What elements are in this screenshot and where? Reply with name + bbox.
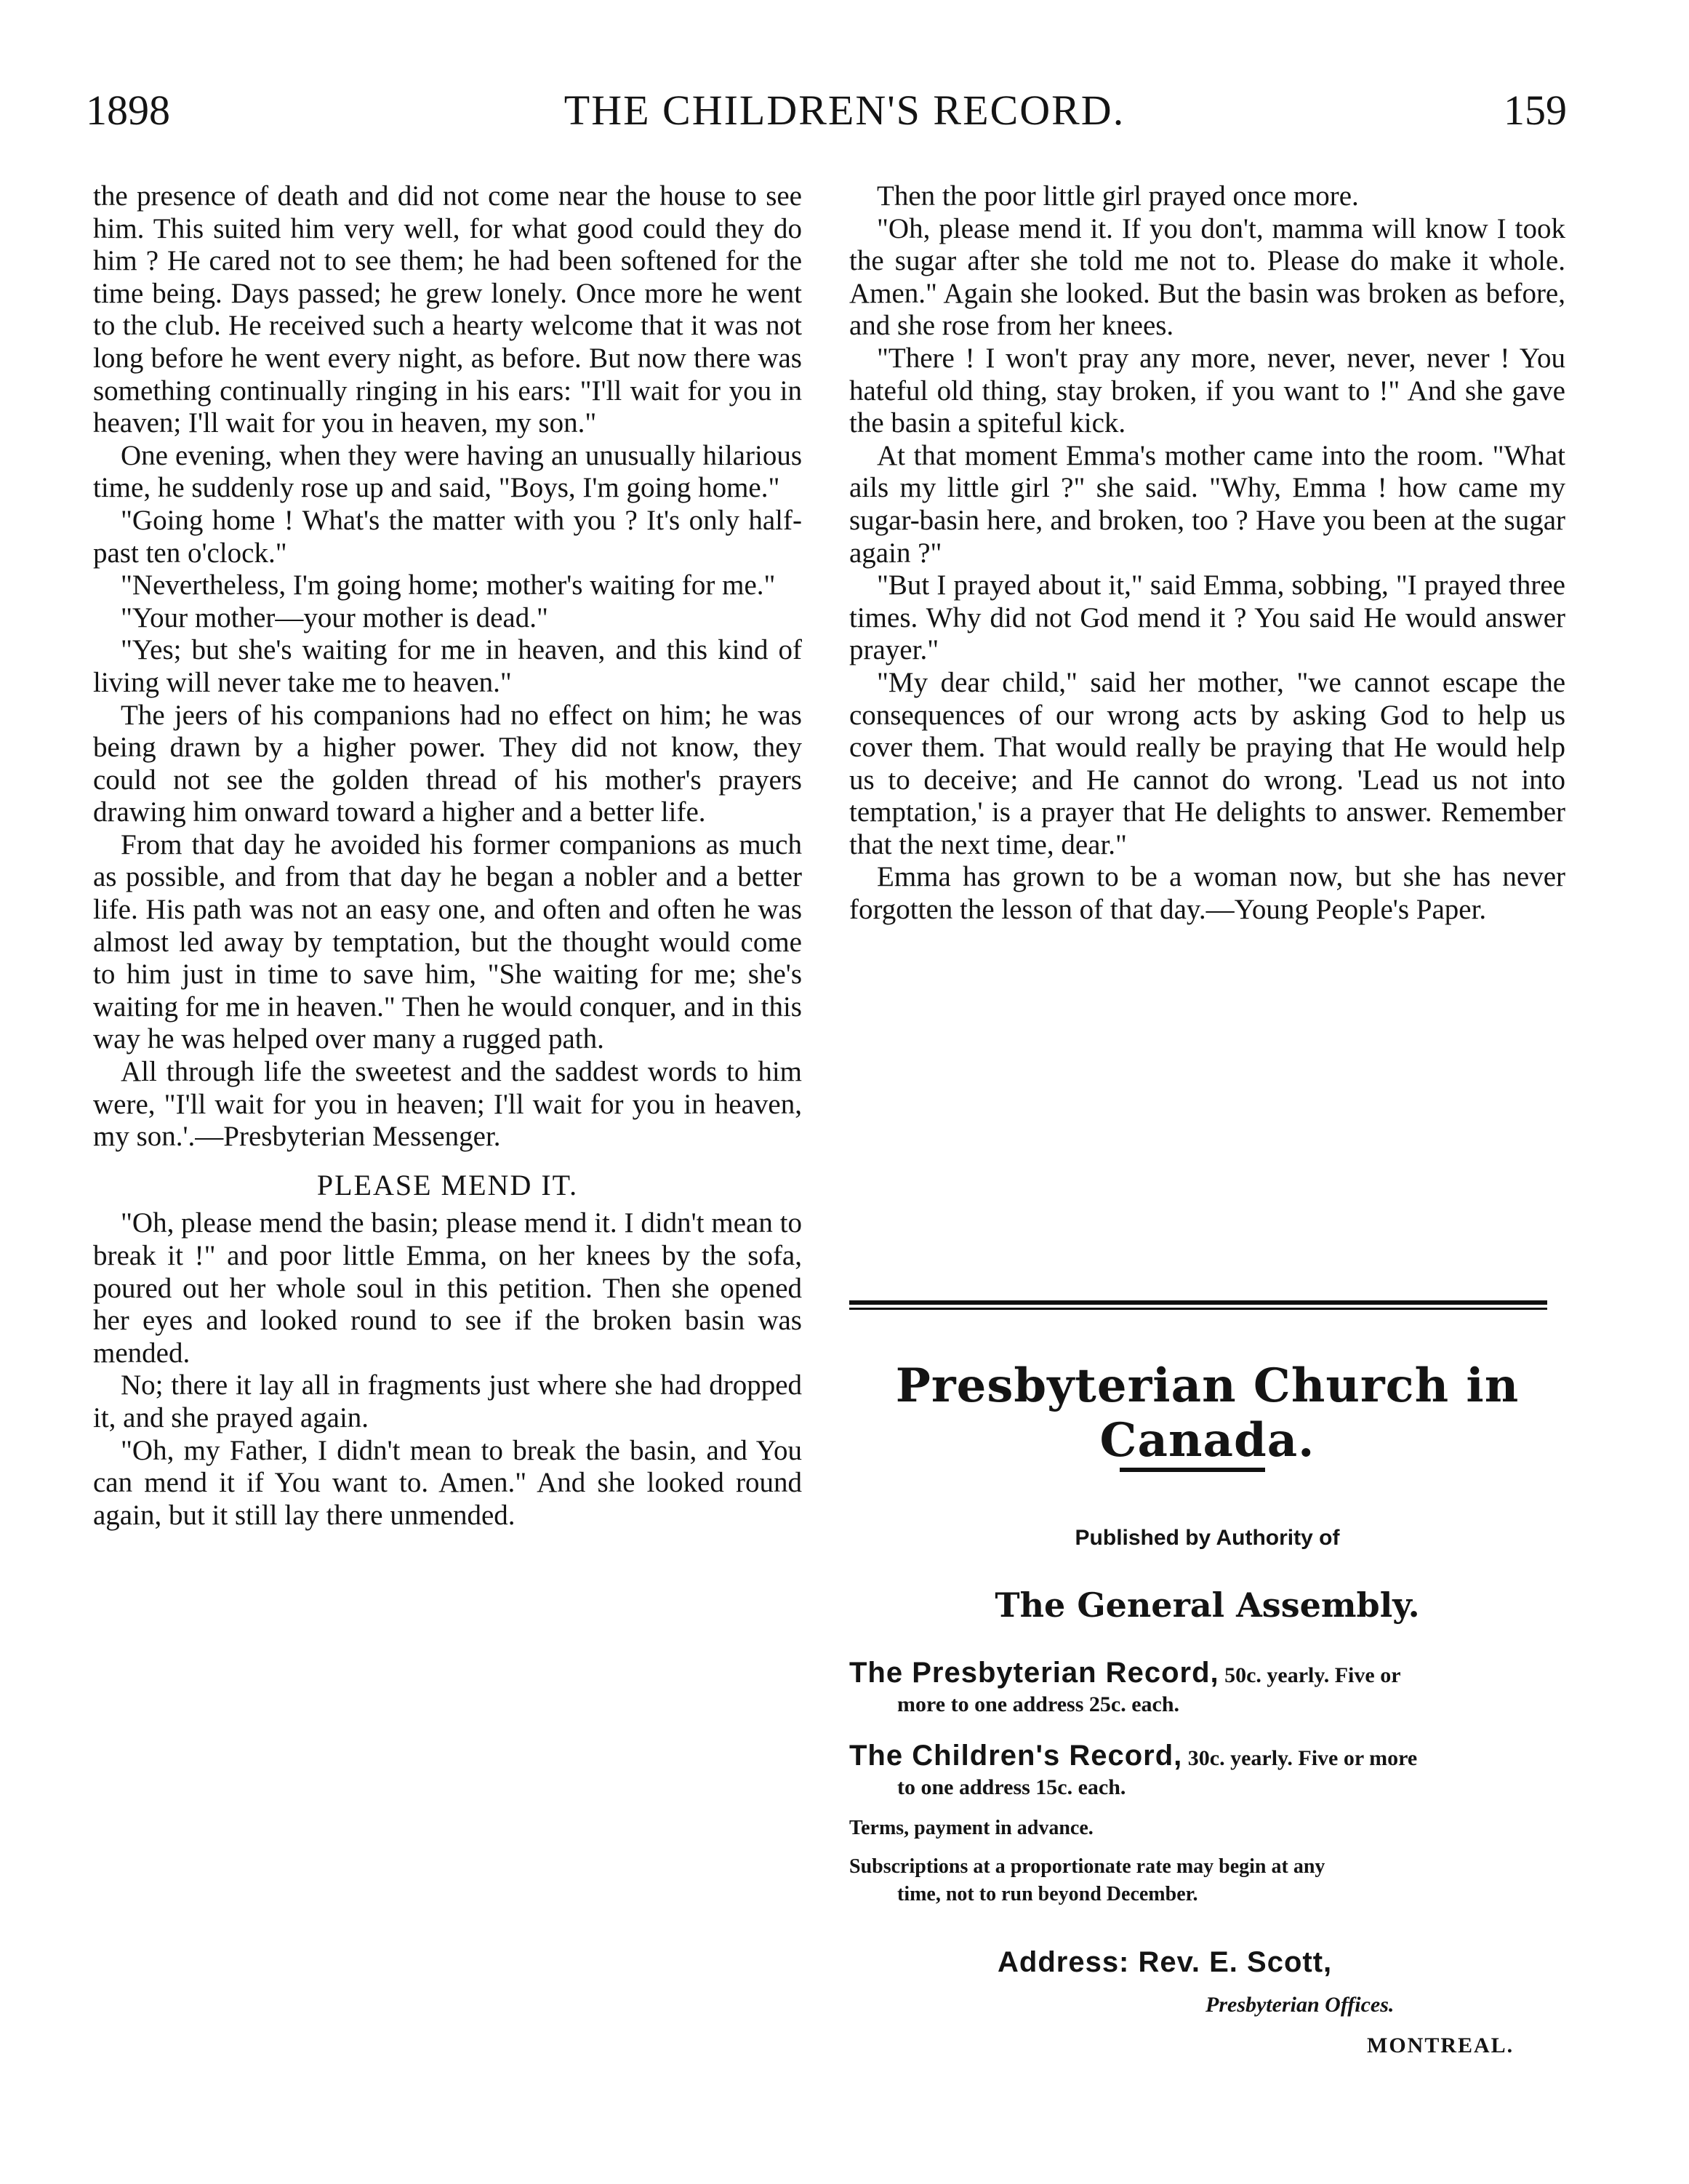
childrens-record-name: The Children's Record, [849, 1740, 1183, 1772]
paragraph: The jeers of his companions had no effect on him; he was being drawn by a higher power. They did not know, they could not see the golden thread of his mother's prayers drawing him onward toward a higher and a better life. [93, 699, 802, 828]
paragraph: the presence of death and did not come near the house to see him. This suited him very well, for what good could they do him ? He cared not to see them; he had been softened for the time being. Days passed; he grew lonely. Once more he went to the club. He received such a hearty welcome that it was not long before he went every night, as before. But now there was something continually ringing in his ears: "I'll wait for you in heaven; I'll wait for you in heaven, my son." [93, 180, 802, 439]
section-divider [849, 1300, 1547, 1311]
right-column [849, 180, 1565, 927]
paragraph: No; there it lay all in fragments just where she had dropped it, and she prayed again. [93, 1369, 802, 1433]
address-line: Address: Rev. E. Scott, [998, 1946, 1333, 1978]
paragraph: "Your mother—your mother is dead." [121, 601, 548, 633]
record-terms-cont: more to one address 25c. each. [897, 1692, 1180, 1716]
assembly-name: The General Assembly. [995, 1585, 1420, 1625]
paragraph: One evening, when they were having an unusually hilarious time, he suddenly rose up and said, "Boys, I'm going home." [93, 439, 802, 504]
short-divider [1120, 1468, 1265, 1472]
subscriptions-text: Subscriptions at a proportionate rate may begin at any [849, 1855, 1325, 1878]
header-title: THE CHILDREN'S RECORD. [563, 87, 1126, 134]
paragraph: "Oh, my Father, I didn't mean to break the basin, and You can mend it if You want to. Amen." And she looked round again, but it still lay there unmended. [93, 1434, 802, 1531]
running-head [0, 86, 1689, 144]
paragraph: Then the poor little girl prayed once more. [877, 180, 1359, 212]
paragraph: "But I prayed about it," said Emma, sobbing, "I prayed three times. Why did not God mend it ? You said He would answer prayer." [849, 569, 1565, 666]
published-by: Published by Authority of [1075, 1526, 1340, 1550]
notice-title: Presbyterian Church in Canada. [895, 1359, 1520, 1468]
left-column [93, 180, 802, 1532]
paragraph: Emma has grown to be a woman now, but she has never forgotten the lesson of that day.—Young People's Paper. [849, 861, 1565, 926]
paragraph: "There ! I won't pray any more, never, never, never ! You hateful old thing, stay broken, if you want to !" And she gave the basin a spiteful kick. [849, 342, 1565, 439]
paragraph: At that moment Emma's mother came into the room. "What ails my little girl ?" she said. "Why, Emma ! how came my sugar-basin here, and broken, too ? Have you been at the sugar again ?" [849, 439, 1565, 569]
paragraph: "My dear child," said her mother, "we cannot escape the consequences of our wrong acts by asking God to help us cover them. That would really be praying that He would help us to deceive; and He cannot do wrong. 'Lead us not into temptation,' is a prayer that He delights to answer. Remember that the next time, dear." [849, 666, 1565, 860]
paragraph: From that day he avoided his former companions as much as possible, and from that day he began a nobler and a better life. His path was not an easy one, and often and often he was almost led away by temptation, but the thought would come to him just in time to save him, "She waiting for me; she's waiting for me in heaven." Then he would conquer, and in this way he was helped over many a rugged path. [93, 828, 802, 1055]
paragraph: All through life the sweetest and the saddest words to him were, "I'll wait for you in heaven; I'll wait for you in heaven, my son.'.—Presbyterian Messenger. [93, 1056, 802, 1153]
childrens-record-terms-cont: to one address 15c. each. [897, 1775, 1126, 1799]
paragraph: "Oh, please mend it. If you don't, mamma will know I took the sugar after she told me not to. Please do make it whole. Amen." Again she looked. But the basin was broken as before, and she rose from her knees. [849, 212, 1565, 342]
record-terms: 50c. yearly. Five or [1224, 1663, 1401, 1687]
payment-terms: Terms, payment in advance. [849, 1817, 1094, 1839]
paragraph: "Nevertheless, I'm going home; mother's waiting for me." [121, 569, 776, 601]
divider-line-thin [849, 1308, 1547, 1310]
record-name: The Presbyterian Record, [849, 1657, 1219, 1689]
childrens-record-terms: 30c. yearly. Five or more [1187, 1746, 1418, 1770]
subscriptions-notice [849, 1853, 1565, 1908]
presbyterian-record-notice [849, 1658, 1565, 1719]
city-line: MONTREAL. [1367, 2033, 1515, 2057]
story-heading: PLEASE MEND IT. [316, 1168, 579, 1201]
paragraph: "Going home ! What's the matter with you ? It's only half-past ten o'clock." [93, 504, 802, 569]
divider-line-thick [849, 1300, 1547, 1305]
childrens-record-notice [849, 1741, 1565, 1802]
paragraph: "Oh, please mend the basin; please mend it. I didn't mean to break it !" and poor little Emma, on her knees by the sofa, poured out her whole soul in this petition. Then she opened her eyes and looked round to see if the broken basin was mended. [93, 1207, 802, 1369]
header-page-number: 159 [1504, 87, 1567, 134]
paragraph: "Yes; but she's waiting for me in heaven, and this kind of living will never take me to heaven." [93, 634, 802, 698]
header-year: 1898 [86, 87, 170, 134]
subscriptions-text-cont: time, not to run beyond December. [897, 1883, 1198, 1905]
offices-line: Presbyterian Offices. [1205, 1993, 1395, 2017]
